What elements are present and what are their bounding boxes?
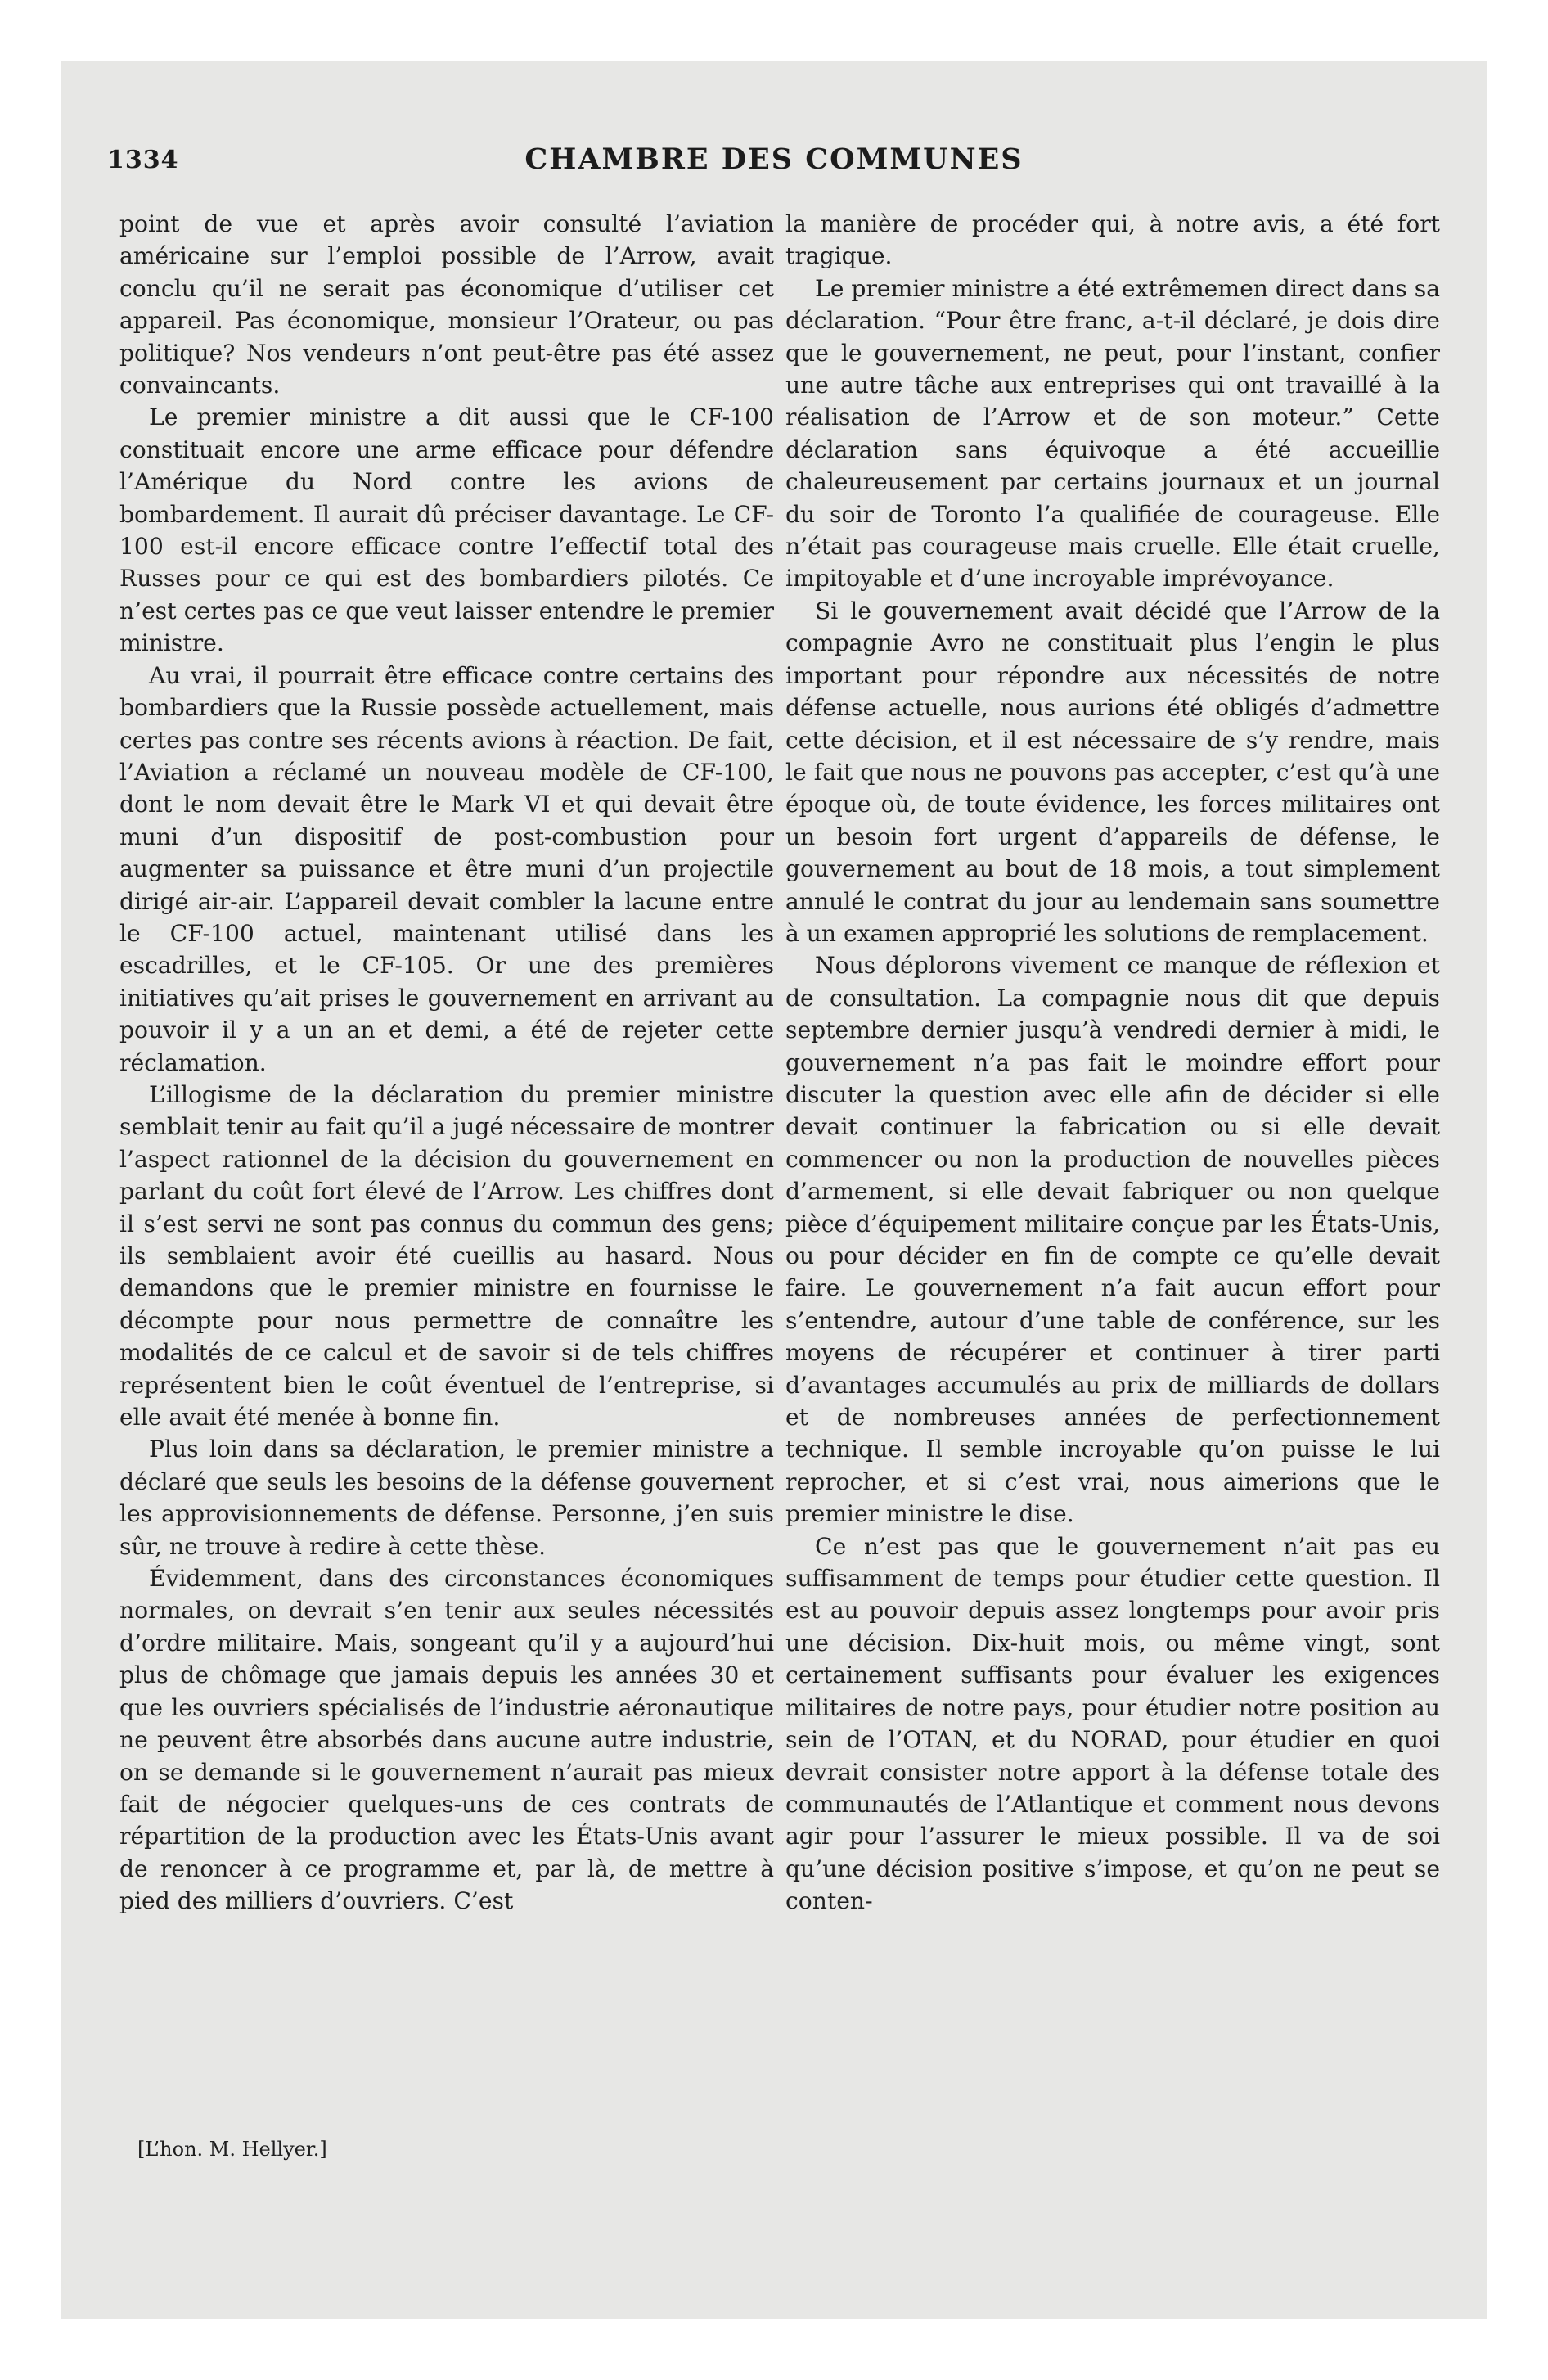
left-paragraph-3: Au vrai, il pourrait être efficace contre certains des bombardiers que la Russie possède actuellement, mais certes pas contre ses récents avions à réaction. De fait, l’Aviation a réclamé un nouveau modèle de CF-100, dont le nom devait être le Mark VI et qui devait être muni d’un dispositif de post-combustion pour augmenter sa puissance et être muni d’un projectile dirigé air-air. L’appareil devait combler la lacune entre le CF-100 actuel, maintenant utilisé dans les escadrilles, et le CF-105. Or une des premières initiatives qu’ait prises le gouvernement en arrivant au pouvoir il y a un an et demi, a été de rejeter cette réclamation.: [119, 661, 774, 1076]
right-paragraph-3: Si le gouvernement avait décidé que l’Arrow de la compagnie Avro ne constituait plus l’engin le plus important pour répondre aux nécessités de notre défense actuelle, nous aurions été obligés d’admettre cette décision, et il est nécessaire de s’y rendre, mais le fait que nous ne pouvons pas accepter, c’est qu’à une époque où, de toute évidence, les forces militaires ont un besoin fort urgent d’appareils de défense, le gouvernement au bout de 18 mois, a tout simplement annulé le contrat du jour au lendemain sans soumettre à un examen approprié les solutions de remplacement.: [785, 597, 1440, 947]
right-paragraph-1: la manière de procéder qui, à notre avis, a été fort tragique.: [785, 210, 1440, 270]
left-column: [119, 208, 774, 1918]
running-head-title: CHAMBRE DES COMMUNES: [524, 142, 1024, 176]
right-column: [785, 208, 1440, 1918]
page-number: 1334: [107, 146, 179, 174]
right-paragraph-2: Le premier ministre a été extrêmemen direct dans sa déclaration. “Pour être franc, a-t-il déclaré, je dois dire que le gouvernement, ne peut, pour l’instant, confier une autre tâche aux entreprises qui ont travaillé à la réalisation de l’Arrow et de son moteur.” Cette déclaration sans équivoque a été accueillie chaleureusement par certains journaux et un journal du soir de Toronto l’a qualifiée de courageuse. Elle n’était pas courageuse mais cruelle. Elle était cruelle, impitoyable et d’une incroyable imprévoyance.: [785, 274, 1440, 593]
speaker-attribution: [L’hon. M. Hellyer.]: [137, 2138, 327, 2161]
left-paragraph-6: Évidemment, dans des circonstances économiques normales, on devrait s’en tenir aux seules nécessités d’ordre militaire. Mais, songeant qu’il y a aujourd’hui plus de chômage que jamais depuis les années 30 et que les ouvriers spécialisés de l’industrie aéronautique ne peuvent être absorbés dans aucune autre industrie, on se demande si le gouvernement n’aurait pas mieux fait de négocier quelques-uns de ces contrats de répartition de la production avec les États-Unis avant de renoncer à ce programme et, par là, de mettre à pied des milliers d’ouvriers. C’est: [119, 1565, 774, 1915]
left-paragraph-1: point de vue et après avoir consulté l’aviation américaine sur l’emploi possible de l’Arrow, avait conclu qu’il ne serait pas économique d’utiliser cet appareil. Pas économique, monsieur l’Orateur, ou pas politique? Nos vendeurs n’ont peut-être pas été assez convaincants.: [119, 210, 774, 399]
left-paragraph-5: Plus loin dans sa déclaration, le premier ministre a déclaré que seuls les besoins de la défense gouvernent les approvisionnements de défense. Personne, j’en suis sûr, ne trouve à redire à cette thèse.: [119, 1436, 774, 1560]
left-paragraph-2: Le premier ministre a dit aussi que le CF-100 constituait encore une arme efficace pour défendre l’Amérique du Nord contre les avions de bombardement. Il aurait dû préciser davantage. Le CF-100 est-il encore efficace contre l’effectif total des Russes pour ce qui est des bombardiers pilotés. Ce n’est certes pas ce que veut laisser entendre le premier ministre.: [119, 403, 774, 657]
right-paragraph-4: Nous déplorons vivement ce manque de réflexion et de consultation. La compagnie nous dit que depuis septembre dernier jusqu’à vendredi dernier à midi, le gouvernement n’a pas fait le moindre effort pour discuter la question avec elle afin de décider si elle devait continuer la fabrication ou si elle devait commencer ou non la production de nouvelles pièces d’armement, si elle devait fabriquer ou non quelque pièce d’équipement militaire conçue par les États-Unis, ou pour décider en fin de compte ce qu’elle devait faire. Le gouvernement n’a fait aucun effort pour s’entendre, autour d’une table de conférence, sur les moyens de récupérer et continuer à tirer parti d’avantages accumulés au prix de milliards de dollars et de nombreuses années de perfectionnement technique. Il semble incroyable qu’on puisse le lui reprocher, et si c’est vrai, nous aimerions que le premier ministre le dise.: [785, 952, 1440, 1528]
right-paragraph-5: Ce n’est pas que le gouvernement n’ait pas eu suffisamment de temps pour étudier cette question. Il est au pouvoir depuis assez longtemps pour avoir pris une décision. Dix-huit mois, ou même vingt, sont certainement suffisants pour évaluer les exigences militaires de notre pays, pour étudier notre position au sein de l’OTAN, et du NORAD, pour étudier en quoi devrait consister notre apport à la défense totale des communautés de l’Atlantique et comment nous devons agir pour l’assurer le mieux possible. Il va de soi qu’une décision positive s’impose, et qu’on ne peut se conten-: [785, 1532, 1440, 1915]
left-paragraph-4: L’illogisme de la déclaration du premier ministre semblait tenir au fait qu’il a jugé nécessaire de montrer l’aspect rationnel de la décision du gouvernement en parlant du coût fort élevé de l’Arrow. Les chiffres dont il s’est servi ne sont pas connus du commun des gens; ils semblaient avoir été cueillis au hasard. Nous demandons que le premier ministre en fournisse le décompte pour nous permettre de connaître les modalités de ce calcul et de savoir si de tels chiffres représentent bien le coût éventuel de l’entreprise, si elle avait été menée à bonne fin.: [119, 1080, 774, 1431]
